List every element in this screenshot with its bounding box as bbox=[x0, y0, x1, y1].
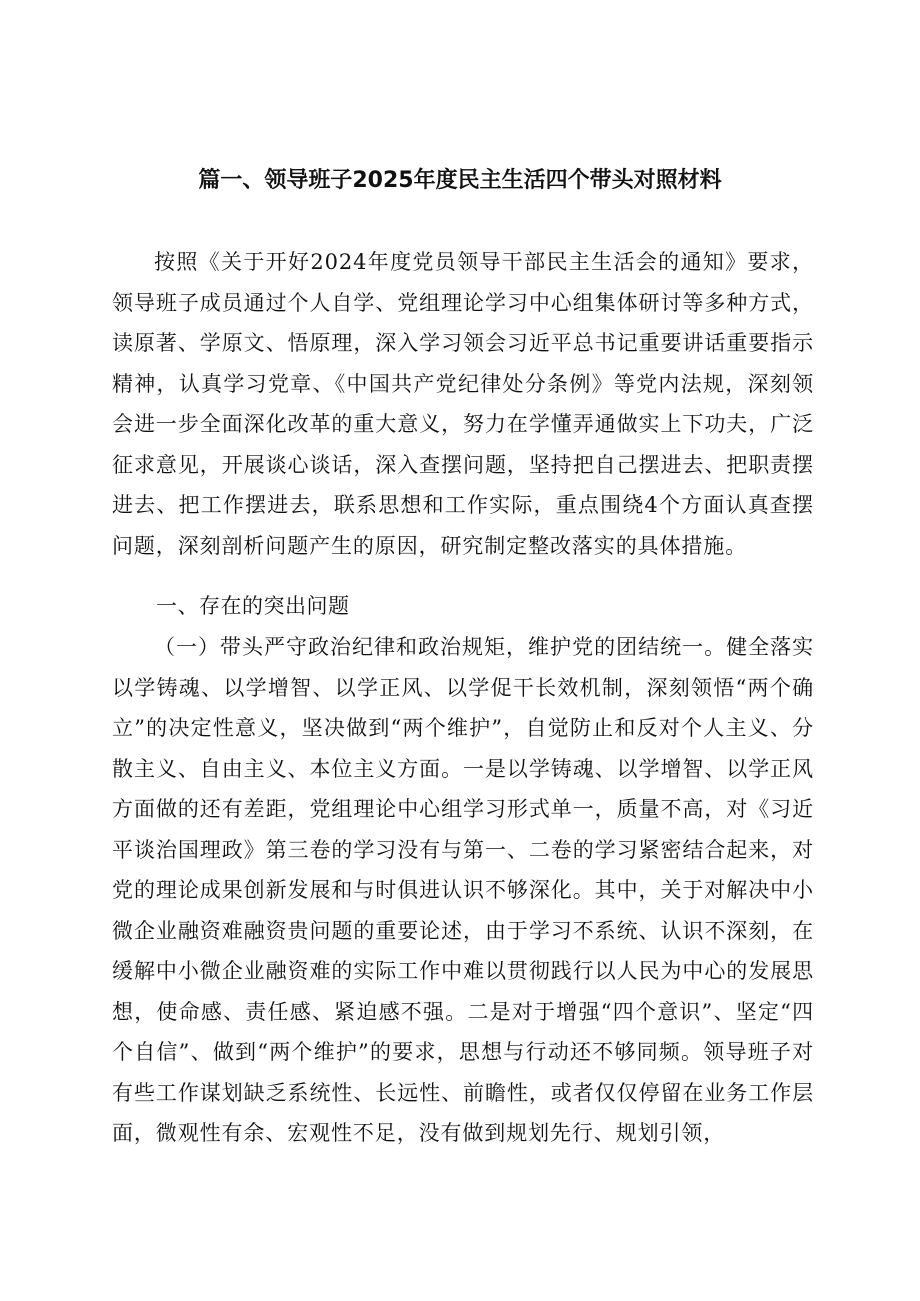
section-paragraph: （一）带头严守政治纪律和政治规矩，维护党的团结统一。健全落实以学铸魂、以学增智、以学正风、以学促干长效机制，深刻领悟“两个确立”的决定性意义，坚决做到“两个维护”，自觉防止和反对个人主义、分散主义、自由主义、本位主义方面。一是以学铸魂、以学增智、以学正风方面做的还有差距，党组理论中心组学习形式单一，质量不高，对《习近平谈治国理政》第三卷的学习没有与第一、二卷的学习紧密结合起来，对党的理论成果创新发展和与时俱进认识不够深化。其中，关于对解决中小微企业融资难融资贵问题的重要论述，由于学习不系统、认识不深刻，在缓解中小微企业融资难的实际工作中难以贯彻践行以人民为中心的发展思想，使命感、责任感、紧迫感不强。二是对于增强“四个意识”、坚定“四个自信”、做到“两个维护”的要求，思想与行动还不够同频。领导班子对有些工作谋划缺乏系统性、长远性、前瞻性，或者仅仅停留在业务工作层面，微观性有余、宏观性不足，没有做到规划先行、规划引领， bbox=[112, 635, 814, 1145]
section-heading: 一、存在的突出问题 bbox=[156, 594, 350, 618]
document-title: 篇一、领导班子2025年度民主生活四个带头对照材料 bbox=[198, 167, 722, 193]
intro-paragraph: 按照《关于开好2024年度党员领导干部民主生活会的通知》要求，领导班子成员通过个人自学、党组理论学习中心组集体研讨等多种方式，读原著、学原文、悟原理，深入学习领会习近平总书记重要讲话重要指示精神，认真学习党章、《中国共产党纪律处分条例》等党内法规，深刻领会进一步全面深化改革的重大意义，努力在学懂弄通做实上下功夫，广泛征求意见，开展谈心谈话，深入查摆问题，坚持把自己摆进去、把职责摆进去、把工作摆进去，联系思想和工作实际，重点围绕4个方面认真查摆问题，深刻剖析问题产生的原因，研究制定整改落实的具体措施。 bbox=[112, 250, 814, 558]
